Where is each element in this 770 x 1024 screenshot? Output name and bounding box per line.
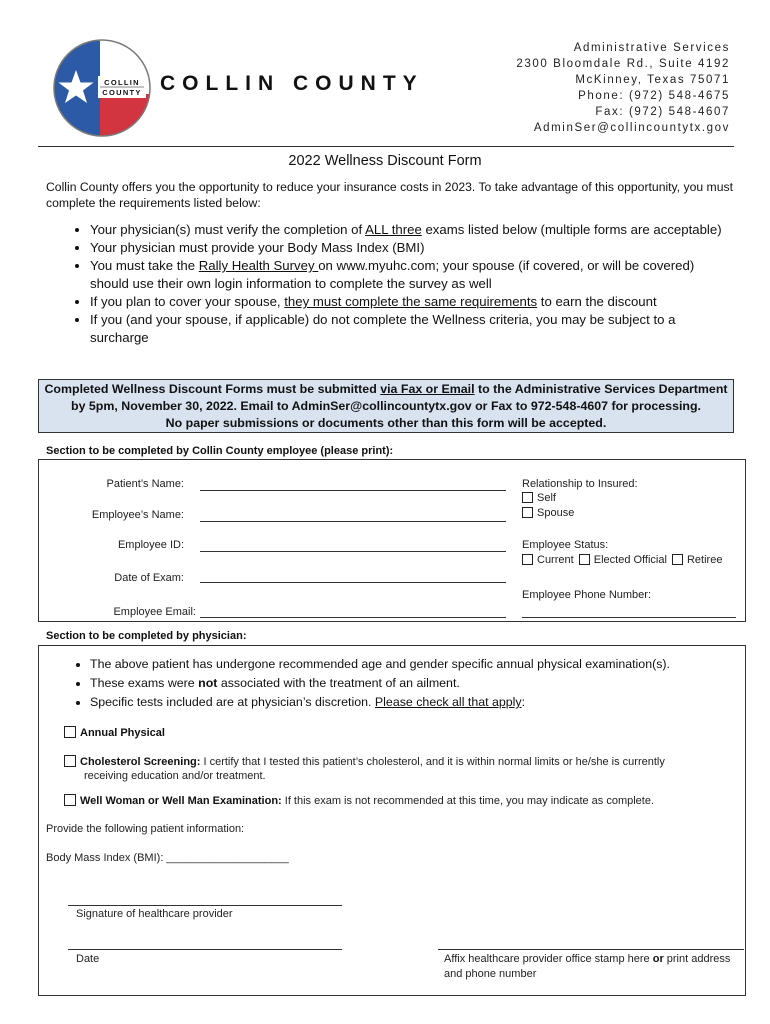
employee-email-label: Employee Email: <box>113 606 196 618</box>
retiree-checkbox[interactable] <box>672 554 683 565</box>
form-title: 2022 Wellness Discount Form <box>288 153 482 169</box>
submission-notice: Completed Wellness Discount Forms must be submitted via Fax or Email to the Administrative Services Department by 5pm, November 30, 2022. Email to AdminSer@collincountytx.gov or Fax to 972-548-4607 for processing. No paper submissions or documents other than this form will be accepted. <box>38 379 734 433</box>
status-retiree-option[interactable]: Retiree <box>672 554 722 566</box>
list-item: • If you (and your spouse, if applicable) do not complete the Wellness criteria, you may be subject to a surcharge <box>90 311 730 347</box>
list-item: • The above patient has undergone recommended age and gender specific annual physical examination(s). <box>90 655 770 674</box>
list-item: • If you plan to cover your spouse, they must complete the same requirements to earn the discount <box>90 293 730 311</box>
list-item: • Your physician must provide your Body Mass Index (BMI) <box>90 239 730 257</box>
county-logo <box>52 38 152 138</box>
address-block <box>516 40 730 136</box>
employee-status-options <box>522 553 722 568</box>
annual-physical-option[interactable]: Annual Physical <box>64 726 165 739</box>
cholesterol-text-continued: receiving education and/or treatment. <box>84 770 266 782</box>
svg-text:COUNTY: COUNTY <box>102 88 142 97</box>
provide-info-text: Provide the following patient information: <box>46 823 245 835</box>
date-line[interactable] <box>68 949 342 950</box>
intro-text: Collin County offers you the opportunity to reduce your insurance costs in 2023. To take advantage of this opportunity, you must complete the requirements listed below: <box>46 180 733 210</box>
list-item: • Your physician(s) must verify the completion of ALL three exams listed below (multiple forms are acceptable) <box>90 221 730 239</box>
well-exam-checkbox[interactable] <box>64 794 76 806</box>
address-email: AdminSer@collincountytx.gov <box>533 122 730 134</box>
header-divider <box>38 146 734 147</box>
county-seal-icon <box>52 38 152 138</box>
relationship-spouse-option[interactable]: Spouse <box>522 506 574 521</box>
employee-id-field[interactable] <box>200 551 506 552</box>
self-checkbox[interactable] <box>522 492 533 503</box>
employee-phone-field[interactable] <box>522 617 736 618</box>
address-city: McKinney, Texas 75071 <box>575 74 730 86</box>
address-phone: Phone: (972) 548-4675 <box>578 90 730 102</box>
address-dept: Administrative Services <box>573 42 730 54</box>
relationship-label: Relationship to Insured: <box>522 478 638 490</box>
employee-name-label: Employee’s Name: <box>91 509 184 521</box>
employee-phone-label: Employee Phone Number: <box>522 589 652 601</box>
stamp-line <box>438 949 744 950</box>
county-brand: COLLIN COUNTY <box>160 72 424 95</box>
signature-label: Signature of healthcare provider <box>76 908 233 920</box>
cholesterol-option[interactable]: Cholesterol Screening: I certify that I tested this patient’s cholesterol, and it is within normal limits or he/she is currently <box>64 755 744 768</box>
date-label: Date <box>76 953 100 965</box>
well-exam-option[interactable]: Well Woman or Well Man Examination: If this exam is not recommended at this time, you may indicate as complete. <box>64 794 744 807</box>
address-street: 2300 Bloomdale Rd., Suite 4192 <box>516 58 730 70</box>
bmi-field[interactable]: Body Mass Index (BMI): ____________________ <box>46 852 289 864</box>
status-current-option[interactable]: Current <box>522 554 574 566</box>
employee-id-label: Employee ID: <box>117 539 184 551</box>
elected-official-checkbox[interactable] <box>579 554 590 565</box>
list-item: • Specific tests included are at physician’s discretion. Please check all that apply: <box>90 693 770 712</box>
employee-name-field[interactable] <box>200 521 506 522</box>
patient-name-label: Patient’s Name: <box>106 478 184 490</box>
cholesterol-checkbox[interactable] <box>64 755 76 767</box>
physician-section-heading: Section to be completed by physician: <box>46 630 247 642</box>
date-of-exam-field[interactable] <box>200 582 506 583</box>
annual-physical-checkbox[interactable] <box>64 726 76 738</box>
list-item: • You must take the Rally Health Survey on www.myuhc.com; your spouse (if covered, or will be covered) should use their own login information to complete the survey as well <box>90 257 730 293</box>
employee-status-label: Employee Status: <box>522 539 609 551</box>
stamp-instructions: Affix healthcare provider office stamp here or print address and phone number <box>444 953 731 980</box>
list-item: • These exams were not associated with the treatment of an ailment. <box>90 674 770 693</box>
svg-text:COLLIN: COLLIN <box>104 78 140 87</box>
current-checkbox[interactable] <box>522 554 533 565</box>
patient-name-field[interactable] <box>200 490 506 491</box>
physician-statements <box>64 655 770 712</box>
date-of-exam-label: Date of Exam: <box>114 572 184 584</box>
spouse-checkbox[interactable] <box>522 507 533 518</box>
signature-line[interactable] <box>68 905 342 906</box>
requirements-list <box>64 221 730 347</box>
address-fax: Fax: (972) 548-4607 <box>595 106 730 118</box>
employee-section-heading: Section to be completed by Collin County employee (please print): <box>46 445 394 457</box>
relationship-self-option[interactable]: Self <box>522 491 556 506</box>
status-elected-option[interactable]: Elected Official <box>579 554 667 566</box>
employee-email-field[interactable] <box>200 617 506 618</box>
